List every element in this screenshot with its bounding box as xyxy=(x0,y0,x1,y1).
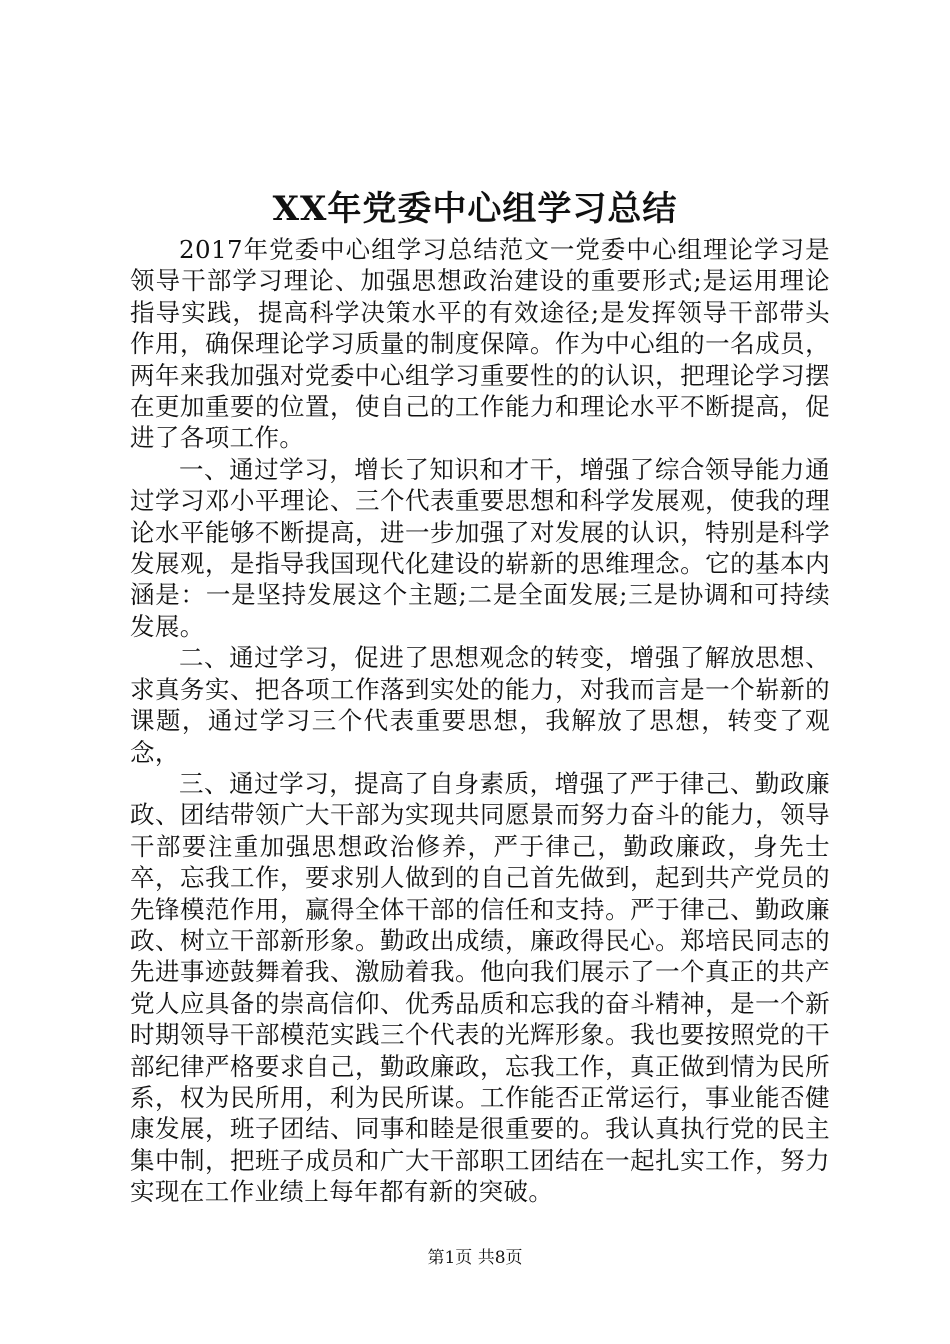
document-body xyxy=(130,234,830,1208)
paragraph-section-3: 三、通过学习，提高了自身素质，增强了严于律己、勤政廉政、团结带领广大干部为实现共同愿景而努力奋斗的能力，领导干部要注重加强思想政治修养，严于律己，勤政廉政，身先士卒，忘我工作，要求别人做到的自己首先做到，起到共产党员的先锋模范作用，赢得全体干部的信任和支持。严于律己、勤政廉政、树立干部新形象。勤政出成绩，廉政得民心。郑培民同志的先进事迹鼓舞着我、激励着我。他向我们展示了一个真正的共产党人应具备的崇高信仰、优秀品质和忘我的奋斗精神，是一个新时期领导干部模范实践三个代表的光辉形象。我也要按照党的干部纪律严格要求自己，勤政廉政，忘我工作，真正做到情为民所系，权为民所用，利为民所谋。工作能否正常运行，事业能否健康发展，班子团结、同事和睦是很重要的。我认真执行党的民主集中制，把班子成员和广大干部职工团结在一起扎实工作，努力实现在工作业绩上每年都有新的突破。 xyxy=(130,768,830,1207)
paragraph-section-1: 一、通过学习，增长了知识和才干，增强了综合领导能力通过学习邓小平理论、三个代表重要思想和科学发展观，使我的理论水平能够不断提高，进一步加强了对发展的认识，特别是科学发展观，是指导我国现代化建设的崭新的思维理念。它的基本内涵是：一是坚持发展这个主题;二是全面发展;三是协调和可持续发展。 xyxy=(130,454,830,641)
page-number-footer: 第1页 共8页 xyxy=(427,1248,523,1268)
document-title: XX年党委中心组学习总结 xyxy=(272,189,678,229)
paragraph-intro: 2017年党委中心组学习总结范文一党委中心组理论学习是领导干部学习理论、加强思想政治建设的重要形式;是运用理论指导实践，提高科学决策水平的有效途径;是发挥领导干部带头作用，确保理论学习质量的制度保障。作为中心组的一名成员，两年来我加强对党委中心组学习重要性的的认识，把理论学习摆在更加重要的位置，使自己的工作能力和理论水平不断提高，促进了各项工作。 xyxy=(130,235,830,453)
paragraph-section-2: 二、通过学习，促进了思想观念的转变，增强了解放思想、求真务实、把各项工作落到实处的能力，对我而言是一个崭新的课题，通过学习三个代表重要思想，我解放了思想，转变了观念， xyxy=(130,643,830,767)
